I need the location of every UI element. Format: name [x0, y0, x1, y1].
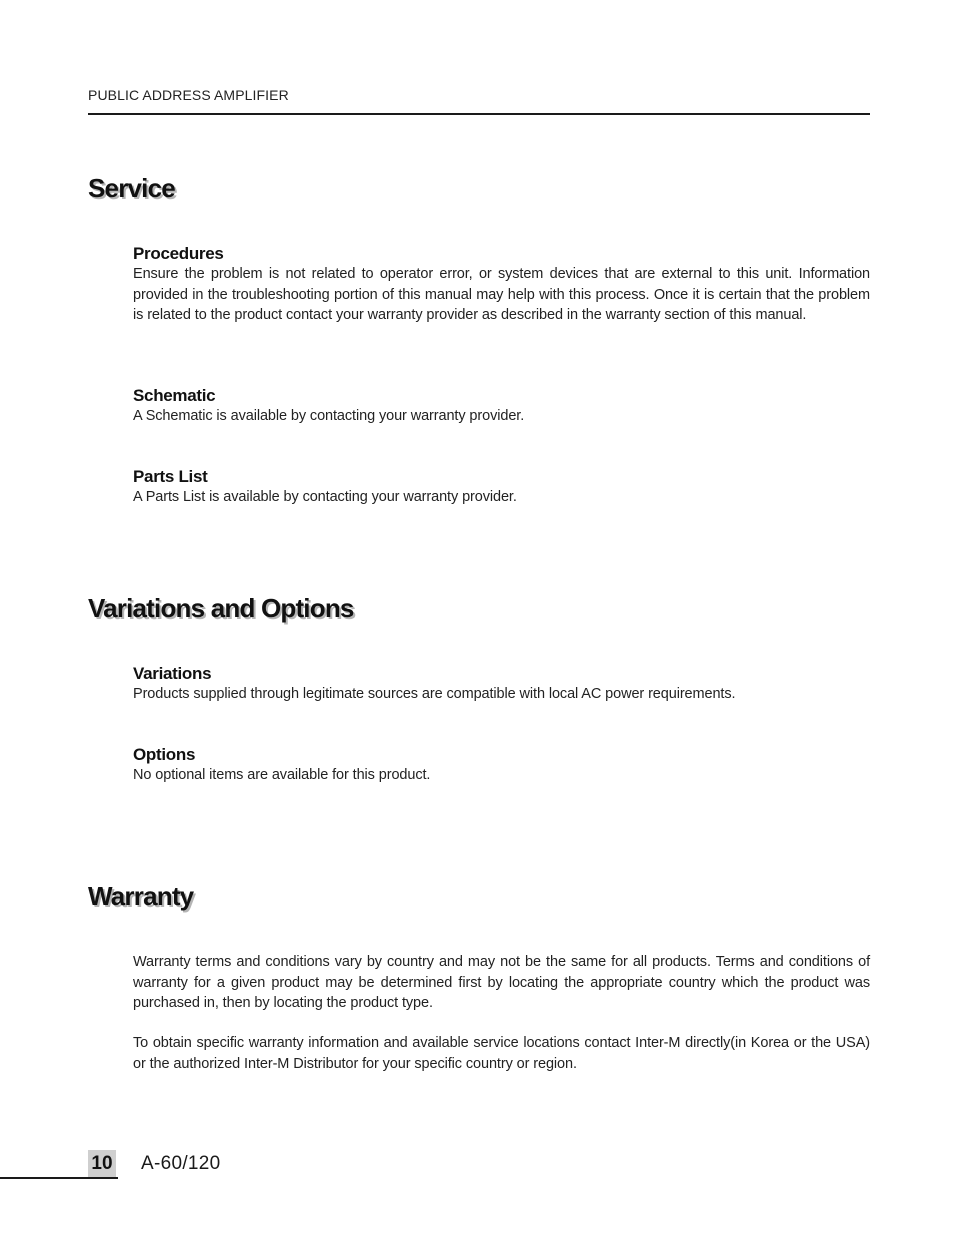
running-header: PUBLIC ADDRESS AMPLIFIER	[88, 87, 289, 103]
warranty-title: Warranty	[88, 881, 194, 911]
schematic-text: A Schematic is available by contacting your warranty provider.	[133, 408, 525, 424]
variations-heading: Variations	[133, 664, 212, 683]
parts-list-text: A Parts List is available by contacting your warranty provider.	[133, 489, 517, 505]
parts-list-subsection	[133, 467, 870, 508]
footer-rule	[0, 1177, 118, 1179]
options-heading: Options	[133, 745, 196, 764]
model-name: A-60/120	[141, 1153, 221, 1174]
variations-options-title: Variations and Options	[88, 593, 354, 623]
procedures-subsection	[133, 244, 870, 326]
options-text: No optional items are available for this product.	[133, 767, 431, 783]
warranty-paragraph-2: To obtain specific warranty information and available service locations contact Inter-M directly(in Korea or the USA) or the authorized Inter-M Distributor for your specific country or region.	[133, 1035, 870, 1072]
page-number: 10	[88, 1150, 116, 1177]
schematic-heading: Schematic	[133, 386, 216, 405]
variations-text: Products supplied through legitimate sources are compatible with local AC power requirements.	[133, 686, 736, 702]
variations-subsection	[133, 664, 870, 705]
options-subsection	[133, 745, 870, 786]
schematic-subsection	[133, 386, 870, 427]
parts-list-heading: Parts List	[133, 467, 208, 486]
warranty-paragraph-1: Warranty terms and conditions vary by country and may not be the same for all products. Terms and conditions of warranty for a given product may be determined first by locating the appropriate country which the product was purchased in, then by locating the product type.	[133, 954, 870, 1011]
service-title: Service	[88, 173, 175, 203]
procedures-text: Ensure the problem is not related to operator error, or system devices that are external to this unit. Information provided in the troubleshooting portion of this manual may help with this process. Once it is certain that the problem is related to the product contact your warranty provider as described in the warranty section of this manual.	[133, 266, 870, 323]
header-rule	[88, 113, 870, 115]
procedures-heading: Procedures	[133, 244, 224, 263]
